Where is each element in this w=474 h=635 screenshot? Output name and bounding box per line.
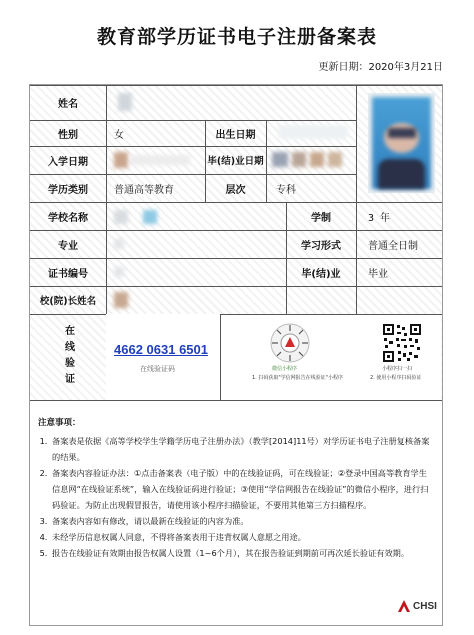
school-name-label: 学校名称 [48, 212, 88, 224]
qr-code-icon [382, 323, 422, 363]
study-form-label: 学习形式 [301, 240, 341, 252]
graduation-result-value: 毕业 [368, 268, 388, 280]
certificate-number-value-redacted [114, 267, 124, 277]
chsi-logo-text: CHSI [413, 601, 437, 612]
note-item: 2. 备案表内容验证办法：①点击备案表（电子版）中的在线验证码，可在线验证；②登录中国高等教育学生信息网“在线验证系统”，输入在线验证码进行验证；③使用“学信网报告在线验证”的微信小程序，进行扫码验证。为防止出现假冒报告，请使用该小程序扫描验证，不要用其他第三方扫描程序。 [50, 465, 432, 513]
name-value-redacted [118, 93, 132, 111]
verify-code-box [106, 314, 220, 400]
notes-heading: 注意事项： [38, 418, 81, 428]
graduation-date-value-redacted [310, 152, 324, 167]
school-name-value-redacted [143, 210, 157, 224]
graduation-result-label: 毕(结)业 [301, 268, 341, 280]
page-title: 教育部学历证书电子注册备案表 [96, 26, 377, 48]
graduation-date-value-redacted [328, 152, 342, 167]
wechat-caption: 1. 扫码获取"学信网报告在线验证"小程序 [252, 375, 343, 381]
qr-caption: 2. 使用小程序扫码验证 [370, 375, 422, 381]
enroll-date-value-redacted [130, 155, 190, 165]
grid-line [30, 400, 442, 401]
update-date: 更新日期：2020年3月21日 [318, 62, 443, 73]
school-name-value-redacted [114, 210, 128, 224]
enroll-date-value-redacted [114, 152, 128, 168]
verify-code-link[interactable]: 4662 0631 6501 [114, 342, 208, 357]
level-value: 专科 [276, 184, 296, 196]
verify-code-caption: 在线验证码 [140, 365, 175, 373]
note-item: 1. 备案表是依据《高等学校学生学籍学历电子注册办法》（教学[2014]11号）对学历证书电子注册复核备案的结果。 [50, 433, 432, 465]
president-name-value-redacted [114, 292, 128, 308]
chsi-logo-icon [396, 598, 412, 614]
note-item: 5. 报告在线验证有效期由报告权属人设置（1~6个月），其在报告验证到期前可再次延长验证有效期。 [50, 545, 432, 561]
grid-line [356, 85, 357, 314]
major-label: 专业 [58, 240, 78, 252]
notes-list [38, 433, 432, 561]
note-item: 4. 未经学历信息权属人同意，不得将备案表用于违背权属人意愿之用途。 [50, 529, 432, 545]
education-type-value: 普通高等教育 [114, 184, 174, 196]
notes-section [38, 415, 432, 561]
qr-hint: 小程序扫一扫 [382, 366, 413, 372]
birth-date-label: 出生日期 [215, 129, 256, 141]
enroll-date-label: 入学日期 [48, 156, 88, 168]
wechat-miniprogram-icon [270, 323, 310, 363]
graduation-date-value-redacted [292, 152, 306, 167]
major-value-redacted [114, 239, 124, 249]
record-form [29, 84, 443, 626]
study-form-value: 普通全日制 [368, 240, 418, 252]
student-photo [368, 93, 435, 193]
wechat-hint: 微信小程序 [272, 366, 298, 372]
note-item: 3. 备案表内容如有修改，请以最新在线验证的内容为准。 [50, 513, 432, 529]
certificate-number-label: 证书编号 [48, 268, 88, 280]
president-name-label: 校(院)长姓名 [39, 296, 97, 307]
graduation-date-label: 毕(结)业日期 [207, 156, 264, 167]
name-label: 姓名 [58, 99, 78, 110]
graduation-date-value-redacted [272, 152, 288, 167]
duration-label: 学制 [311, 212, 331, 224]
level-label: 层次 [225, 184, 246, 196]
education-type-label: 学历类别 [48, 184, 88, 196]
online-verify-label: 在线验证 [62, 325, 74, 389]
gender-value: 女 [114, 129, 124, 141]
grid-line [266, 120, 267, 202]
birth-date-value-redacted [278, 125, 348, 139]
gender-label: 性别 [58, 129, 78, 141]
duration-value: 3 年 [368, 212, 391, 224]
